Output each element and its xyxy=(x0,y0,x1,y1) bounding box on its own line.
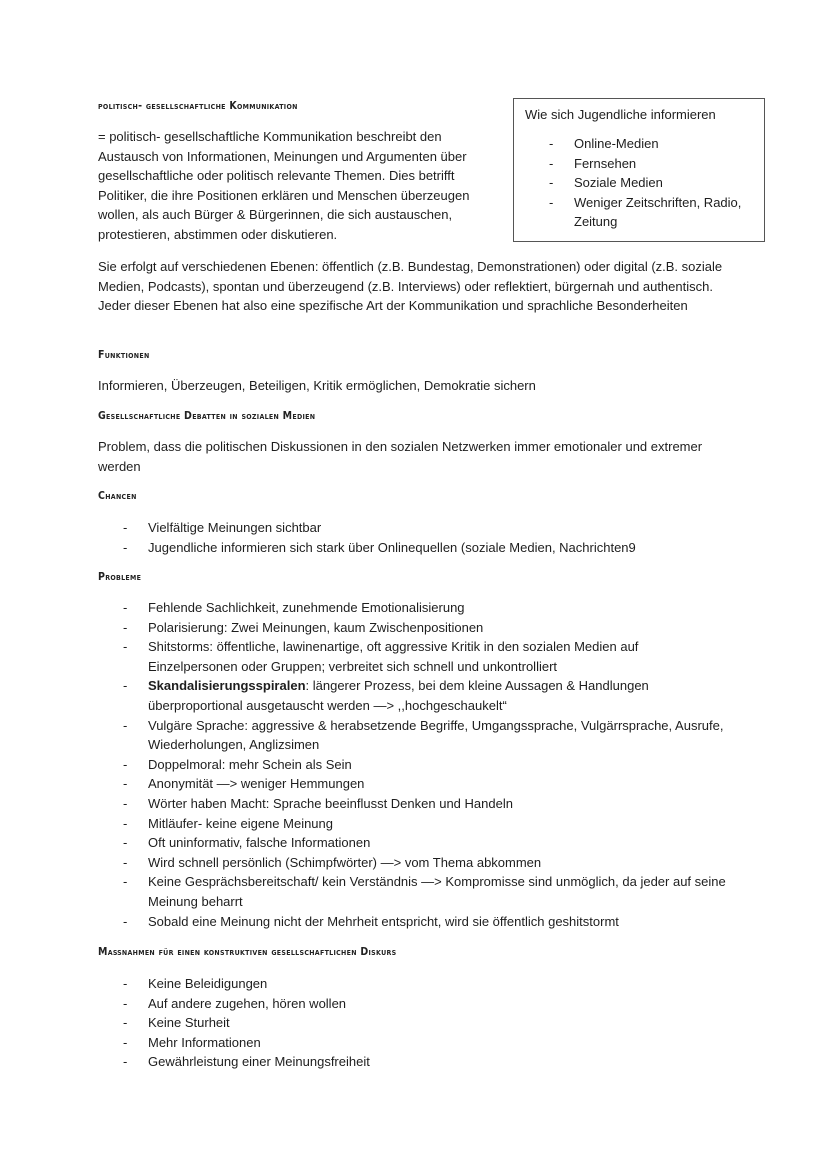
problems-heading: Probleme xyxy=(98,571,142,583)
list-item: - Oft uninformativ, falsche Informationen xyxy=(0,833,728,853)
problems-list xyxy=(0,598,728,931)
debates-text: Problem, dass die politischen Diskussionen in den sozialen Netzwerken immer emotionaler und extremer werden xyxy=(98,439,703,474)
measures-list xyxy=(0,974,728,1072)
term-definition: : längerer Prozess, bei dem kleine Aussagen & Handlungen überproportional ausgetauscht werden —> ,,hochgeschaukelt“ xyxy=(148,678,649,713)
list-item xyxy=(0,676,728,715)
functions-heading: Funktionen xyxy=(98,349,150,361)
list-item: - Anonymität —> weniger Hemmungen xyxy=(0,774,728,794)
list-item: - Mehr Informationen xyxy=(0,1033,728,1053)
list-item: - Mitläufer- keine eigene Meinung xyxy=(0,814,728,834)
levels-paragraph: Sie erfolgt auf verschiedenen Ebenen: öffentlich (z.B. Bundestag, Demonstrationen) oder digital (z.B. soziale Medien, Podcasts), spontan und überzeugend (z.B. Interviews) oder reflektiert, bürgernah und authentisch. Jeder dieser Ebenen hat also eine spezifische Art der Kommunikation und sprachliche Besonderheiten xyxy=(98,259,723,314)
list-item: - Online-Medien xyxy=(514,134,754,154)
info-box-list xyxy=(514,134,766,232)
page-title: politisch- gesellschaftliche Kommunikation xyxy=(98,100,298,112)
term-skandalisierungsspiralen: Skandalisierungsspiralen xyxy=(148,678,306,694)
list-item: - Shitstorms: öffentliche, lawinenartige, oft aggressive Kritik in den sozialen Medien auf Einzelpersonen oder Gruppen; verbreitet sich schnell und unkontrolliert xyxy=(0,637,728,676)
chances-list xyxy=(0,518,728,557)
list-item: - Vulgäre Sprache: aggressive & herabsetzende Begriffe, Umgangssprache, Vulgärrsprache, Ausrufe, Wiederholungen, Anglizsimen xyxy=(0,716,728,755)
list-item: - Gewährleistung einer Meinungsfreiheit xyxy=(0,1052,728,1072)
list-item: - Vielfältige Meinungen sichtbar xyxy=(0,518,728,538)
list-item: - Soziale Medien xyxy=(514,173,754,193)
list-item: - Keine Gesprächsbereitschaft/ kein Verständnis —> Kompromisse sind unmöglich, da jeder auf seine Meinung beharrt xyxy=(0,872,728,911)
list-item: - Auf andere zugehen, hören wollen xyxy=(0,994,728,1014)
list-item: - Jugendliche informieren sich stark über Onlinequellen (soziale Medien, Nachrichten9 xyxy=(0,538,728,558)
list-item: - Keine Beleidigungen xyxy=(0,974,728,994)
info-box-title: Wie sich Jugendliche informieren xyxy=(525,107,716,122)
list-item: - Polarisierung: Zwei Meinungen, kaum Zwischenpositionen xyxy=(0,618,728,638)
list-item: - Fernsehen xyxy=(514,154,754,174)
intro-paragraph: = politisch- gesellschaftliche Kommunikation beschreibt den Austausch von Informationen, Meinungen und Argumenten über gesellschaftliche oder politisch relevante Themen. Dies betrifft Politiker, die ihre Positionen erklären und Menschen überzeugen wollen, als auch Bürger & Bürgerinnen, die sich austauschen, protestieren, abstimmen oder diskutieren. xyxy=(98,129,470,242)
functions-text: Informieren, Überzeugen, Beteiligen, Kritik ermöglichen, Demokratie sichern xyxy=(98,378,536,393)
measures-heading: Maßnahmen für einen konstruktiven gesellschaftlichen Diskurs xyxy=(98,946,397,958)
info-box xyxy=(513,98,765,242)
list-item: - Weniger Zeitschriften, Radio, Zeitung xyxy=(514,193,754,232)
chances-heading: Chancen xyxy=(98,490,137,502)
list-item: - Fehlende Sachlichkeit, zunehmende Emotionalisierung xyxy=(0,598,728,618)
list-item: - Keine Sturheit xyxy=(0,1013,728,1033)
list-item: - Doppelmoral: mehr Schein als Sein xyxy=(0,755,728,775)
list-item: - Wird schnell persönlich (Schimpfwörter) —> vom Thema abkommen xyxy=(0,853,728,873)
list-item: - Sobald eine Meinung nicht der Mehrheit entspricht, wird sie öffentlich geshitstormt xyxy=(0,912,728,932)
list-item: - Wörter haben Macht: Sprache beeinflusst Denken und Handeln xyxy=(0,794,728,814)
debates-heading: Gesellschaftliche Debatten in sozialen Medien xyxy=(98,410,316,422)
